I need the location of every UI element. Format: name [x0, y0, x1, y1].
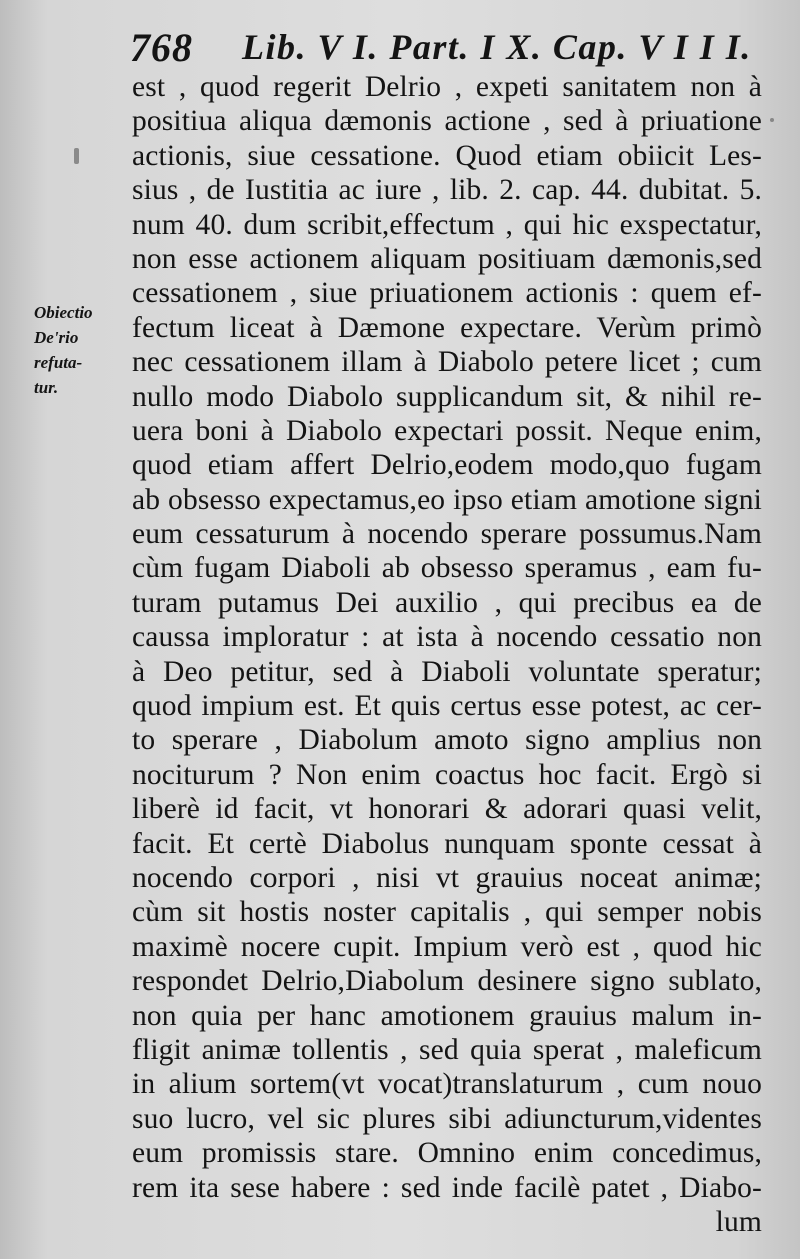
text-line: num 40. dum scribit,effectum , qui hic exspectatur,: [132, 208, 762, 241]
margin-note-line: tur.: [34, 378, 59, 397]
text-line: quod impium est. Et quis certus esse potest, ac cer-: [132, 690, 762, 723]
text-line: quod etiam affert Delrio,eodem modo,quo fugam: [132, 449, 762, 482]
text-line: positiua aliqua dæmonis actione , sed à priuatione: [132, 105, 762, 138]
text-line: actionis, siue cessatione. Quod etiam obiicit Les-: [132, 139, 762, 172]
text-line: non quia per hanc amotionem grauius malum in-: [132, 999, 762, 1032]
catchword: lum: [715, 1205, 762, 1238]
page-number: 768: [130, 25, 193, 70]
margin-note-line: Obiectio: [34, 303, 93, 322]
chapter-heading: Lib. V I. Part. I X. Cap. V I I I.: [242, 27, 752, 67]
text-line: in alium sortem(vt vocat)translaturum , cum nouo: [132, 1068, 762, 1101]
text-line: facit. Et certè Diabolus nunquam sponte cessat à: [132, 827, 762, 860]
text-line: nullo modo Diabolo supplicandum sit, & nihil re-: [132, 380, 762, 413]
body-text: [132, 70, 762, 1239]
text-line: uera boni à Diabolo expectari possit. Neque enim,: [132, 414, 762, 447]
text-line: caussa imploratur : at ista à nocendo cessatio non: [132, 621, 762, 654]
text-line: fligit animæ tollentis , sed quia sperat , maleficum: [132, 1033, 762, 1066]
running-head: [130, 24, 752, 70]
text-line: à Deo petitur, sed à Diaboli voluntate speratur;: [132, 655, 762, 688]
text-line: respondet Delrio,Diabolum desinere signo sublato,: [132, 965, 762, 998]
text-line: est , quod regerit Delrio , expeti sanitatem non à: [132, 71, 762, 103]
text-line: liberè id facit, vt honorari & adorari quasi velit,: [132, 793, 762, 826]
text-line: maximè nocere cupit. Impium verò est , quod hic: [132, 930, 762, 963]
text-line: cessationem , siue priuationem actionis : quem ef-: [132, 277, 762, 310]
text-line: suo lucro, vel sic plures sibi adiuncturum,videntes: [132, 1102, 762, 1135]
text-line: nec cessationem illam à Diabolo petere licet ; cum: [132, 346, 762, 379]
ink-speck: [770, 118, 774, 122]
text-line: non esse actionem aliquam positiuam dæmonis,sed: [132, 242, 762, 275]
text-line: eum promissis stare. Omnino enim concedimus,: [132, 1137, 762, 1170]
margin-note-line: De'rio: [34, 328, 79, 347]
text-line: nocendo corpori , nisi vt grauius noceat animæ;: [132, 861, 762, 894]
margin-note: [34, 300, 130, 400]
text-line: to sperare , Diabolum amoto signo amplius non: [132, 724, 762, 757]
text-line: cùm fugam Diaboli ab obsesso speramus , eam fu-: [132, 552, 762, 585]
text-line: fectum liceat à Dæmone expectare. Verùm primò: [132, 311, 762, 344]
text-line: turam putamus Dei auxilio , qui precibus ea de: [132, 586, 762, 619]
text-line: rem ita sese habere : sed inde facilè patet , Diabo-: [132, 1171, 762, 1204]
margin-note-line: refuta-: [34, 353, 83, 372]
ink-speck: [74, 148, 79, 164]
text-line: eum cessaturum à nocendo sperare possumus.Nam: [132, 518, 762, 551]
text-line: sius , de Iustitia ac iure , lib. 2. cap. 44. dubitat. 5.: [132, 174, 762, 207]
text-line: cùm sit hostis noster capitalis , qui semper nobis: [132, 896, 762, 929]
text-line: ab obsesso expectamus,eo ipso etiam amotione signi: [132, 483, 762, 516]
text-line: nociturum ? Non enim coactus hoc facit. Ergò si: [132, 758, 762, 791]
